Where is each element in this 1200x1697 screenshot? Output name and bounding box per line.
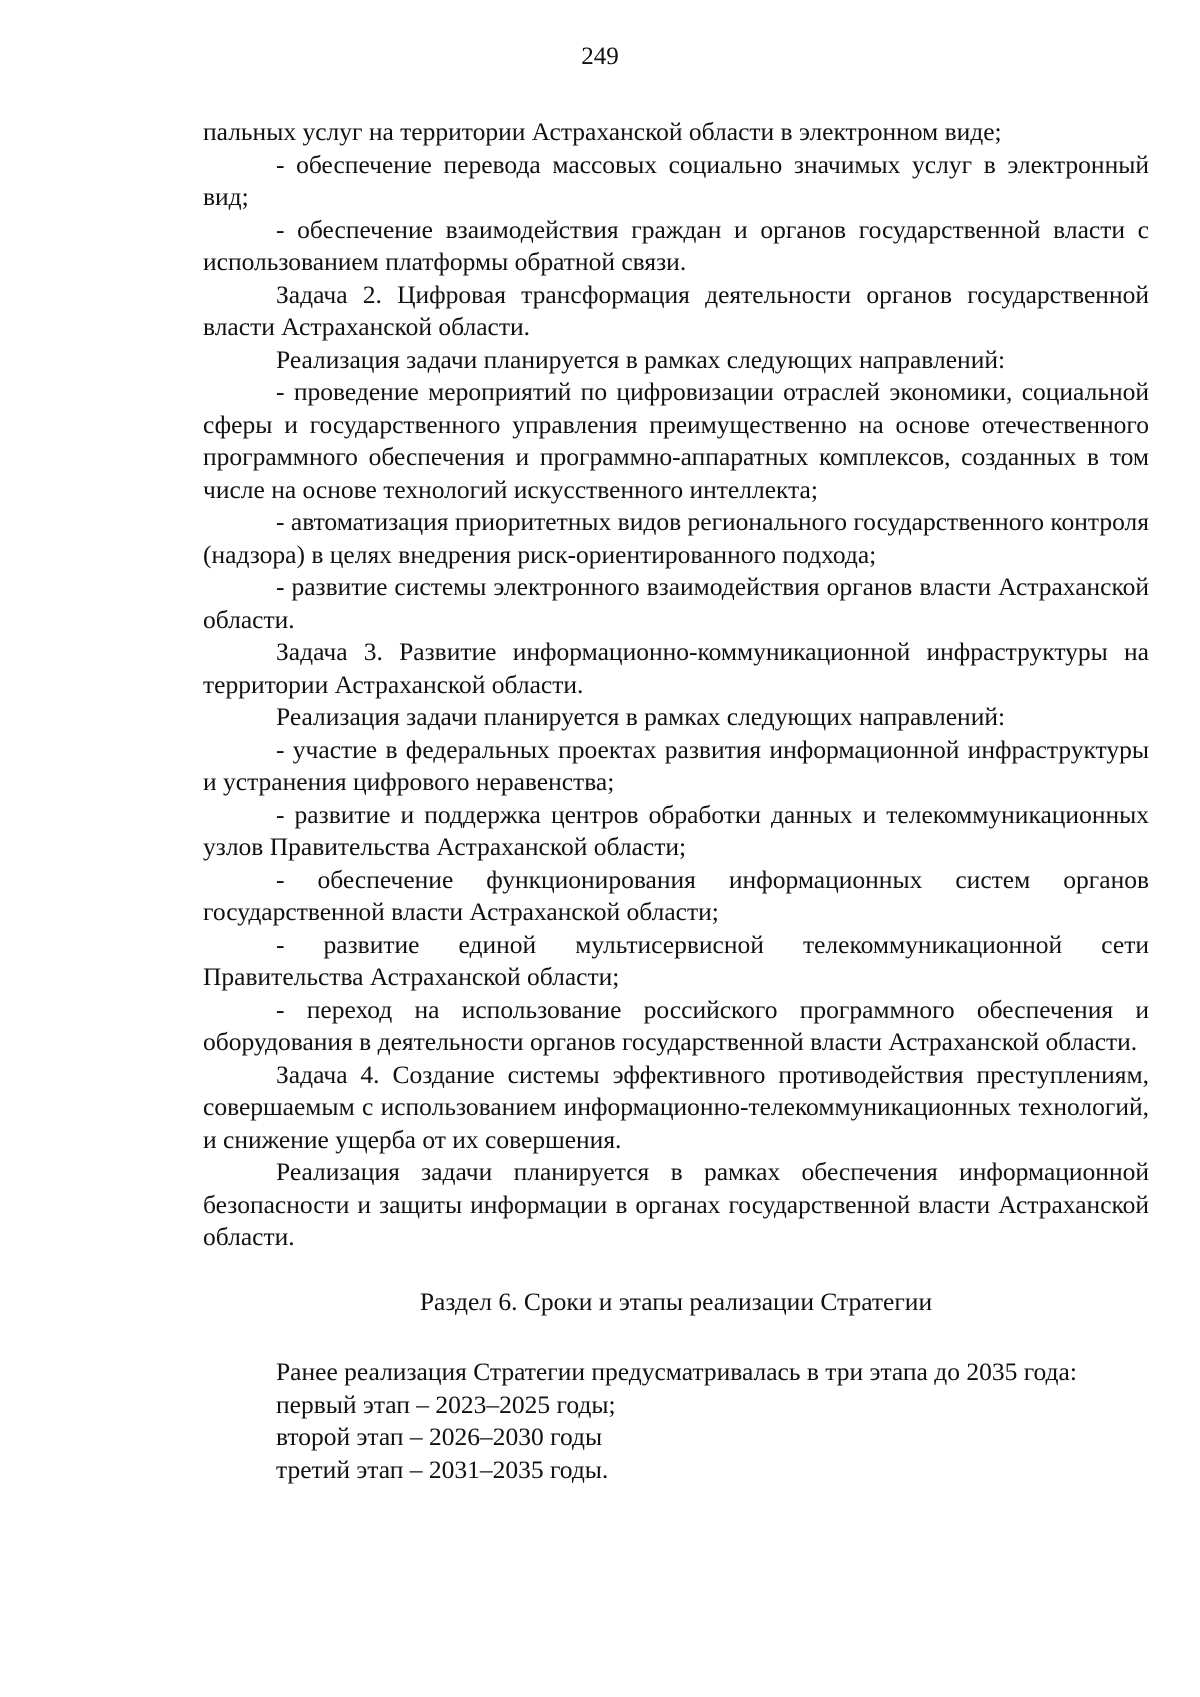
- page-number: 249: [581, 43, 619, 70]
- paragraph: - развитие системы электронного взаимодействия органов власти Астраханской области.: [203, 572, 1149, 634]
- paragraph: - развитие и поддержка центров обработки данных и телекоммуникационных узлов Правительства Астраханской области;: [203, 799, 1149, 861]
- paragraph: Реализация задачи планируется в рамках обеспечения информационной безопасности и защиты информации в органах государственной власти Астраханской области.: [203, 1157, 1149, 1251]
- paragraph: - обеспечение взаимодействия граждан и органов государственной власти с использованием платформы обратной связи.: [203, 214, 1149, 276]
- paragraph: Реализация задачи планируется в рамках следующих направлений:: [276, 702, 1006, 731]
- document-body: [203, 116, 1149, 1486]
- section-heading: Раздел 6. Сроки и этапы реализации Стратегии: [419, 1286, 933, 1316]
- stage-item-2: второй этап – 2026–2030 годы: [276, 1422, 603, 1451]
- paragraph: пальных услуг на территории Астраханской области в электронном виде;: [203, 117, 1002, 146]
- paragraph: - обеспечение перевода массовых социально значимых услуг в электронный вид;: [203, 149, 1149, 211]
- paragraph: - обеспечение функционирования информационных систем органов государственной власти Астраханской области;: [203, 864, 1149, 926]
- section-intro: Ранее реализация Стратегии предусматривалась в три этапа до 2035 года:: [276, 1357, 1077, 1386]
- paragraph: - проведение мероприятий по цифровизации отраслей экономики, социальной сферы и государственного управления преимущественно на основе отечественного программного обеспечения и программно-аппаратных комплексов, созданных в том числе на основе технологий искусственного интеллекта;: [203, 377, 1149, 504]
- section-body: [203, 1356, 1149, 1486]
- paragraph: - автоматизация приоритетных видов регионального государственного контроля (надзора) в целях внедрения риск-ориентированного подхода;: [203, 507, 1149, 569]
- paragraph: Задача 4. Создание системы эффективного противодействия преступлениям, совершаемым с использованием информационно-телекоммуникационных технологий, и снижение ущерба от их совершения.: [203, 1059, 1149, 1154]
- stage-item-1: первый этап – 2023–2025 годы;: [276, 1389, 616, 1419]
- paragraph: Задача 3. Развитие информационно-коммуникационной инфраструктуры на территории Астраханской области.: [203, 637, 1149, 699]
- paragraph: Задача 2. Цифровая трансформация деятельности органов государственной власти Астраханской области.: [203, 279, 1149, 341]
- paragraph: - развитие единой мультисервисной телекоммуникационной сети Правительства Астраханской области;: [203, 929, 1149, 991]
- paragraph: - переход на использование российского программного обеспечения и оборудования в деятельности органов государственной власти Астраханской области.: [203, 994, 1149, 1056]
- stage-list: [203, 1389, 1149, 1487]
- paragraph: - участие в федеральных проектах развития информационной инфраструктуры и устранения цифрового неравенства;: [203, 734, 1149, 796]
- paragraph-list: [203, 116, 1149, 1254]
- paragraph: Реализация задачи планируется в рамках следующих направлений:: [276, 344, 1006, 374]
- stage-item-3: третий этап – 2031–2035 годы.: [276, 1454, 609, 1484]
